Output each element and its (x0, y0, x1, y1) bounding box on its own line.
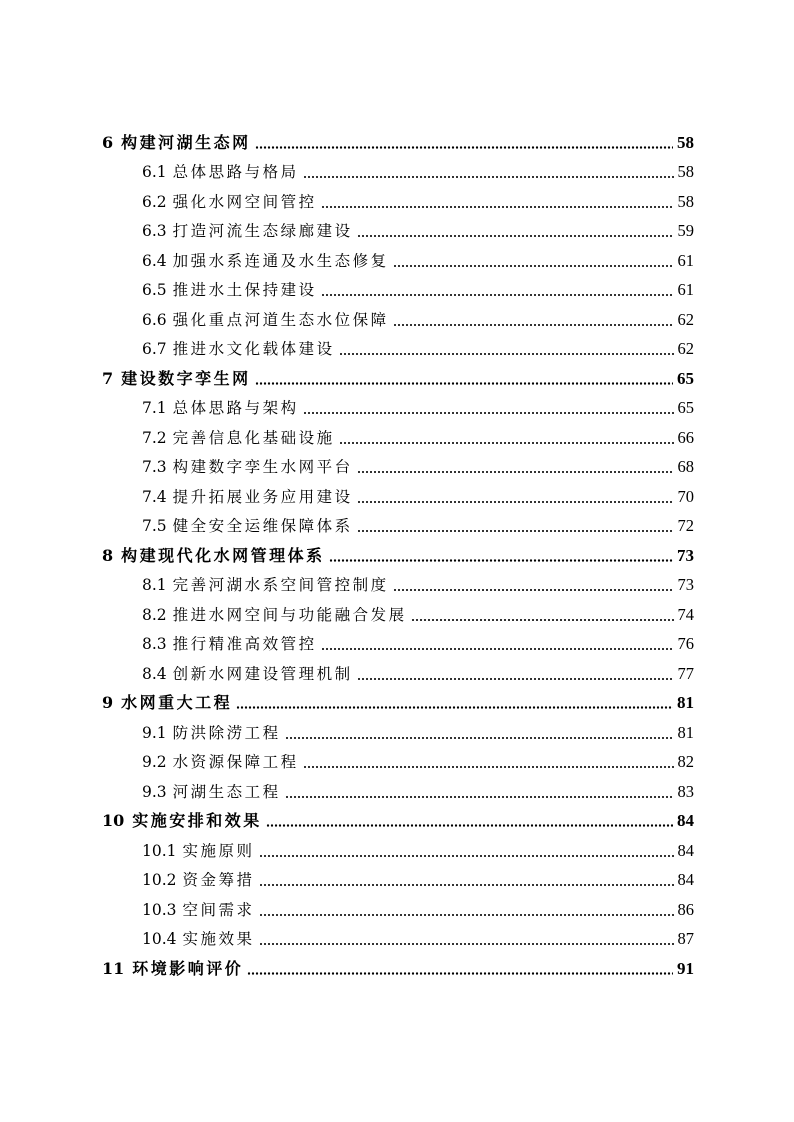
toc-entry-title: 环境影响评价 (132, 958, 244, 978)
dot-leader (303, 176, 674, 178)
toc-entry-page-number: 76 (677, 634, 694, 653)
toc-entry-number: 6.2 (142, 192, 167, 211)
toc-section-entry[interactable] (102, 331, 694, 361)
toc-entry-title: 总体思路与格局 (172, 163, 299, 181)
dot-leader (357, 471, 674, 473)
toc-entry-number: 10.4 (142, 930, 177, 948)
dot-leader (357, 501, 674, 503)
toc-entry-number: 7.2 (142, 428, 167, 447)
dot-leader (285, 796, 674, 798)
toc-entry-title: 构建现代化水网管理体系 (121, 545, 325, 565)
toc-section-entry[interactable] (102, 154, 694, 184)
toc-section-entry[interactable] (102, 626, 694, 656)
dot-leader (411, 619, 674, 621)
toc-entry-page-number: 74 (677, 604, 694, 624)
dot-leader (303, 412, 674, 414)
toc-section-entry[interactable] (102, 714, 694, 744)
toc-chapter-entry[interactable] (102, 124, 694, 154)
toc-entry-number: 8.1 (142, 576, 167, 594)
toc-section-entry[interactable] (102, 596, 694, 626)
dot-leader (259, 855, 674, 857)
toc-entry-page-number: 61 (677, 250, 694, 270)
toc-entry-page-number: 68 (677, 457, 694, 476)
toc-entry-title: 完善信息化基础设施 (172, 428, 335, 447)
toc-entry-number: 10.1 (142, 841, 177, 860)
toc-entry-title: 推行精准高效管控 (172, 635, 317, 653)
dot-leader (393, 589, 674, 591)
toc-entry-page-number: 62 (677, 309, 694, 329)
toc-entry-page-number: 82 (677, 752, 694, 771)
toc-entry-page-number: 73 (677, 545, 694, 565)
toc-section-entry[interactable] (102, 832, 694, 862)
toc-section-entry[interactable] (102, 773, 694, 803)
toc-entry-number: 8.4 (142, 664, 167, 683)
dot-leader (393, 324, 674, 326)
toc-entry-title: 推进水土保持建设 (172, 281, 317, 299)
dot-leader (259, 943, 674, 945)
toc-entry-title: 构建数字孪生水网平台 (172, 458, 353, 476)
toc-entry-number: 7 (102, 368, 114, 388)
toc-chapter-entry[interactable] (102, 537, 694, 567)
dot-leader (321, 648, 674, 650)
toc-entry-number: 9.1 (142, 723, 167, 742)
toc-section-entry[interactable] (102, 390, 694, 420)
toc-entry-title: 水网重大工程 (121, 693, 233, 712)
toc-entry-title: 实施原则 (182, 841, 255, 860)
toc-section-entry[interactable] (102, 862, 694, 892)
table-of-contents (102, 124, 694, 980)
toc-entry-number: 7.5 (142, 517, 167, 535)
toc-entry-number: 10.3 (142, 900, 177, 919)
toc-entry-number: 8.3 (142, 635, 167, 653)
toc-entry-title: 构建河湖生态网 (121, 132, 251, 152)
toc-entry-page-number: 73 (677, 575, 694, 594)
toc-entry-number: 9.3 (142, 782, 167, 801)
toc-entry-page-number: 59 (677, 221, 694, 240)
toc-section-entry[interactable] (102, 655, 694, 685)
toc-entry-number: 7.1 (142, 399, 167, 417)
toc-entry-title: 水资源保障工程 (172, 753, 299, 771)
toc-section-entry[interactable] (102, 242, 694, 272)
toc-entry-number: 6.5 (142, 281, 167, 299)
toc-section-entry[interactable] (102, 449, 694, 479)
toc-entry-page-number: 83 (677, 781, 694, 801)
toc-entry-title: 打造河流生态绿廊建设 (172, 222, 353, 240)
toc-section-entry[interactable] (102, 419, 694, 449)
toc-entry-title: 强化重点河道生态水位保障 (172, 310, 389, 329)
toc-entry-title: 实施效果 (182, 930, 255, 948)
toc-chapter-entry[interactable] (102, 685, 694, 715)
toc-entry-title: 加强水系连通及水生态修复 (172, 251, 389, 270)
toc-entry-number: 7.3 (142, 458, 167, 476)
toc-entry-title: 资金筹措 (182, 871, 255, 889)
toc-entry-page-number: 87 (677, 929, 694, 948)
toc-section-entry[interactable] (102, 891, 694, 921)
toc-section-entry[interactable] (102, 567, 694, 597)
dot-leader (255, 146, 673, 149)
toc-entry-page-number: 86 (677, 899, 694, 919)
toc-entry-title: 提升拓展业务应用建设 (172, 487, 353, 506)
toc-entry-page-number: 77 (677, 663, 694, 683)
toc-section-entry[interactable] (102, 478, 694, 508)
dot-leader (259, 914, 674, 916)
toc-section-entry[interactable] (102, 272, 694, 302)
toc-chapter-entry[interactable] (102, 950, 694, 980)
toc-entry-number: 6.6 (142, 310, 167, 329)
toc-entry-page-number: 72 (677, 516, 694, 535)
toc-section-entry[interactable] (102, 744, 694, 774)
dot-leader (285, 737, 674, 739)
toc-entry-title: 空间需求 (182, 900, 255, 919)
toc-entry-title: 创新水网建设管理机制 (172, 664, 353, 683)
toc-entry-page-number: 62 (677, 339, 694, 358)
toc-entry-number: 9.2 (142, 753, 167, 771)
toc-entry-page-number: 81 (677, 693, 694, 712)
toc-entry-number: 9 (102, 693, 114, 712)
toc-entry-page-number: 58 (677, 191, 694, 211)
toc-chapter-entry[interactable] (102, 803, 694, 833)
toc-entry-title: 完善河湖水系空间管控制度 (172, 576, 389, 594)
toc-section-entry[interactable] (102, 921, 694, 951)
toc-entry-page-number: 84 (677, 811, 694, 830)
toc-entry-page-number: 58 (677, 132, 694, 152)
toc-entry-title: 健全安全运维保障体系 (172, 517, 353, 535)
toc-entry-number: 6.3 (142, 222, 167, 240)
toc-entry-number: 6 (102, 132, 114, 152)
dot-leader (303, 766, 674, 768)
toc-section-entry[interactable] (102, 508, 694, 538)
toc-entry-title: 河湖生态工程 (172, 782, 281, 801)
dot-leader (357, 530, 674, 532)
toc-entry-title: 总体思路与架构 (172, 399, 299, 417)
dot-leader (321, 206, 674, 208)
toc-entry-number: 6.7 (142, 340, 167, 358)
toc-entry-number: 11 (102, 958, 125, 978)
toc-entry-page-number: 84 (677, 840, 694, 860)
dot-leader (357, 678, 674, 680)
toc-entry-title: 防洪除涝工程 (172, 723, 281, 742)
dot-leader (255, 382, 673, 385)
toc-entry-page-number: 58 (677, 162, 694, 181)
dot-leader (393, 265, 674, 267)
dot-leader (329, 559, 673, 562)
toc-entry-number: 10.2 (142, 871, 177, 889)
toc-entry-page-number: 65 (677, 368, 694, 388)
toc-entry-page-number: 91 (677, 958, 694, 978)
toc-entry-page-number: 61 (677, 280, 694, 299)
dot-leader (247, 972, 673, 975)
toc-entry-page-number: 81 (677, 722, 694, 742)
toc-section-entry[interactable] (102, 213, 694, 243)
toc-entry-title: 推进水文化载体建设 (172, 340, 335, 358)
toc-entry-number: 7.4 (142, 487, 167, 506)
dot-leader (339, 353, 674, 355)
toc-entry-page-number: 70 (677, 486, 694, 506)
toc-entry-page-number: 66 (677, 427, 694, 447)
toc-section-entry[interactable] (102, 301, 694, 331)
dot-leader (259, 884, 674, 886)
dot-leader (266, 824, 673, 827)
toc-entry-title: 实施安排和效果 (132, 811, 262, 830)
dot-leader (339, 442, 674, 444)
toc-entry-title: 强化水网空间管控 (172, 192, 317, 211)
toc-section-entry[interactable] (102, 183, 694, 213)
dot-leader (321, 294, 674, 296)
toc-entry-page-number: 65 (677, 398, 694, 417)
toc-entry-number: 8.2 (142, 605, 167, 624)
toc-entry-number: 6.1 (142, 163, 167, 181)
dot-leader (236, 706, 673, 709)
toc-entry-title: 建设数字孪生网 (121, 368, 251, 388)
dot-leader (357, 235, 674, 237)
toc-entry-number: 8 (102, 545, 114, 565)
toc-entry-number: 10 (102, 811, 125, 830)
toc-entry-number: 6.4 (142, 251, 167, 270)
toc-chapter-entry[interactable] (102, 360, 694, 390)
toc-entry-title: 推进水网空间与功能融合发展 (172, 605, 407, 624)
toc-entry-page-number: 84 (677, 870, 694, 889)
